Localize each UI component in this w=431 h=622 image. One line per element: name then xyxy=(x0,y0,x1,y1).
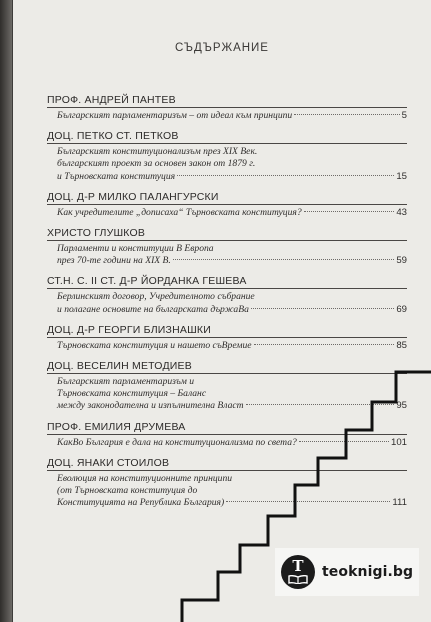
entry-title-line xyxy=(57,207,407,219)
entry-title-line xyxy=(57,304,407,316)
dot-leader xyxy=(173,259,395,260)
toc-entry xyxy=(47,421,407,449)
entry-title-text: и Търновската конституция xyxy=(57,170,176,182)
toc-entry xyxy=(47,457,407,510)
entry-author: ПРОФ. АНДРЕЙ ПАНТЕВ xyxy=(47,94,407,108)
entry-title xyxy=(47,144,407,183)
entry-title-line xyxy=(57,110,407,122)
entry-title-line: Българският конституционализъм през XIX Век. xyxy=(57,146,258,158)
entry-title-line xyxy=(57,497,407,509)
toc-entry xyxy=(47,191,407,219)
entry-page-number: 5 xyxy=(401,110,407,121)
entry-title-line: българският проект за основен закон от 1879 г. xyxy=(57,158,256,170)
dot-leader xyxy=(254,344,395,345)
entry-author: ДОЦ. Д-Р МИЛКО ПАЛАНГУРСКИ xyxy=(47,191,407,205)
entry-author: ДОЦ. Д-Р ГЕОРГИ БЛИЗНАШКИ xyxy=(47,324,407,338)
entry-title xyxy=(47,374,407,413)
dot-leader xyxy=(294,114,399,115)
toc-entry xyxy=(47,360,407,413)
entry-title xyxy=(47,338,407,352)
entry-title-line: (от Търновската конституция до xyxy=(57,485,198,497)
entry-title xyxy=(47,471,407,510)
entry-page-number: 111 xyxy=(392,497,407,509)
entry-title-text: Българският парламентаризъм – от идеал към принципи xyxy=(57,110,293,121)
toc-entry xyxy=(47,94,407,122)
entry-author: ПРОФ. ЕМИЛИЯ ДРУМЕВА xyxy=(47,421,407,435)
entry-title-text: КакВо България е дала на конституционализма по света? xyxy=(57,436,297,448)
entry-author: ДОЦ. ВЕСЕЛИН МЕТОДИЕВ xyxy=(47,360,407,374)
entry-title xyxy=(47,108,407,122)
entry-title-line: Българският парламентаризъм и xyxy=(57,376,195,388)
entry-title-text: през 70-те години на XIX В. xyxy=(57,255,171,267)
entry-title-text: между законодателна и изпълнителна Власт xyxy=(57,400,244,412)
toc-entry xyxy=(47,227,407,267)
entry-title xyxy=(47,241,407,267)
entry-title xyxy=(47,435,407,449)
entry-title-line xyxy=(57,437,407,449)
entry-title-line: Берлинският договор, Учредителното събрание xyxy=(57,291,255,303)
dot-leader xyxy=(304,211,395,212)
toc-entry xyxy=(47,130,407,183)
entry-title-text: Конституцията на Република България) xyxy=(57,497,225,509)
entry-title-line xyxy=(57,171,407,183)
entry-author: ХРИСТО ГЛУШКОВ xyxy=(47,227,407,241)
entry-page-number: 101 xyxy=(390,436,407,448)
entry-title-line xyxy=(57,255,407,267)
dot-leader xyxy=(177,175,394,176)
entry-author: ДОЦ. ЯНАКИ СТОИЛОВ xyxy=(47,457,407,471)
entry-title xyxy=(47,289,407,315)
entry-page-number: 69 xyxy=(396,303,407,315)
entry-title-line: Парламенти и конституции В Европа xyxy=(57,243,214,255)
entry-title-line: Търновската конституция – Баланс xyxy=(57,388,207,400)
entry-author: ДОЦ. ПЕТКО СТ. ПЕТКОВ xyxy=(47,130,407,144)
entry-title-line xyxy=(57,340,407,352)
toc-entry xyxy=(47,275,407,315)
entry-page-number: 59 xyxy=(396,255,407,267)
dot-leader xyxy=(246,404,395,405)
entry-page-number: 85 xyxy=(396,339,407,351)
book-spine-shadow xyxy=(0,0,12,622)
toc-list xyxy=(47,94,407,517)
entry-page-number: 95 xyxy=(396,400,407,412)
book-page xyxy=(12,0,431,622)
entry-title-text: Търновската конституция и нашето съВремие xyxy=(57,339,252,351)
entry-page-number: 43 xyxy=(396,206,407,218)
entry-title-text: Как учредителите „дописаха“ Търновската конституция? xyxy=(57,206,302,218)
teoknigi-logo xyxy=(275,548,419,596)
entry-author: СТ.Н. С. II СТ. Д-Р ЙОРДАНКА ГЕШЕВА xyxy=(47,275,407,289)
dot-leader xyxy=(299,441,389,442)
entry-page-number: 15 xyxy=(396,170,407,182)
entry-title-line: Еволюция на конституционните принципи xyxy=(57,472,233,484)
entry-title-text: и полагане основите на българската държаВа xyxy=(57,303,249,315)
entry-title-line xyxy=(57,400,407,412)
dot-leader xyxy=(226,501,390,502)
page-heading: СЪДЪРЖАНИЕ xyxy=(175,42,269,54)
toc-entry xyxy=(47,324,407,352)
logo-letter: Т xyxy=(292,557,304,575)
entry-title xyxy=(47,205,407,219)
logo-book-icon xyxy=(281,555,315,589)
logo-site-name: teoknigi.bg xyxy=(322,564,414,580)
dot-leader xyxy=(251,308,394,309)
